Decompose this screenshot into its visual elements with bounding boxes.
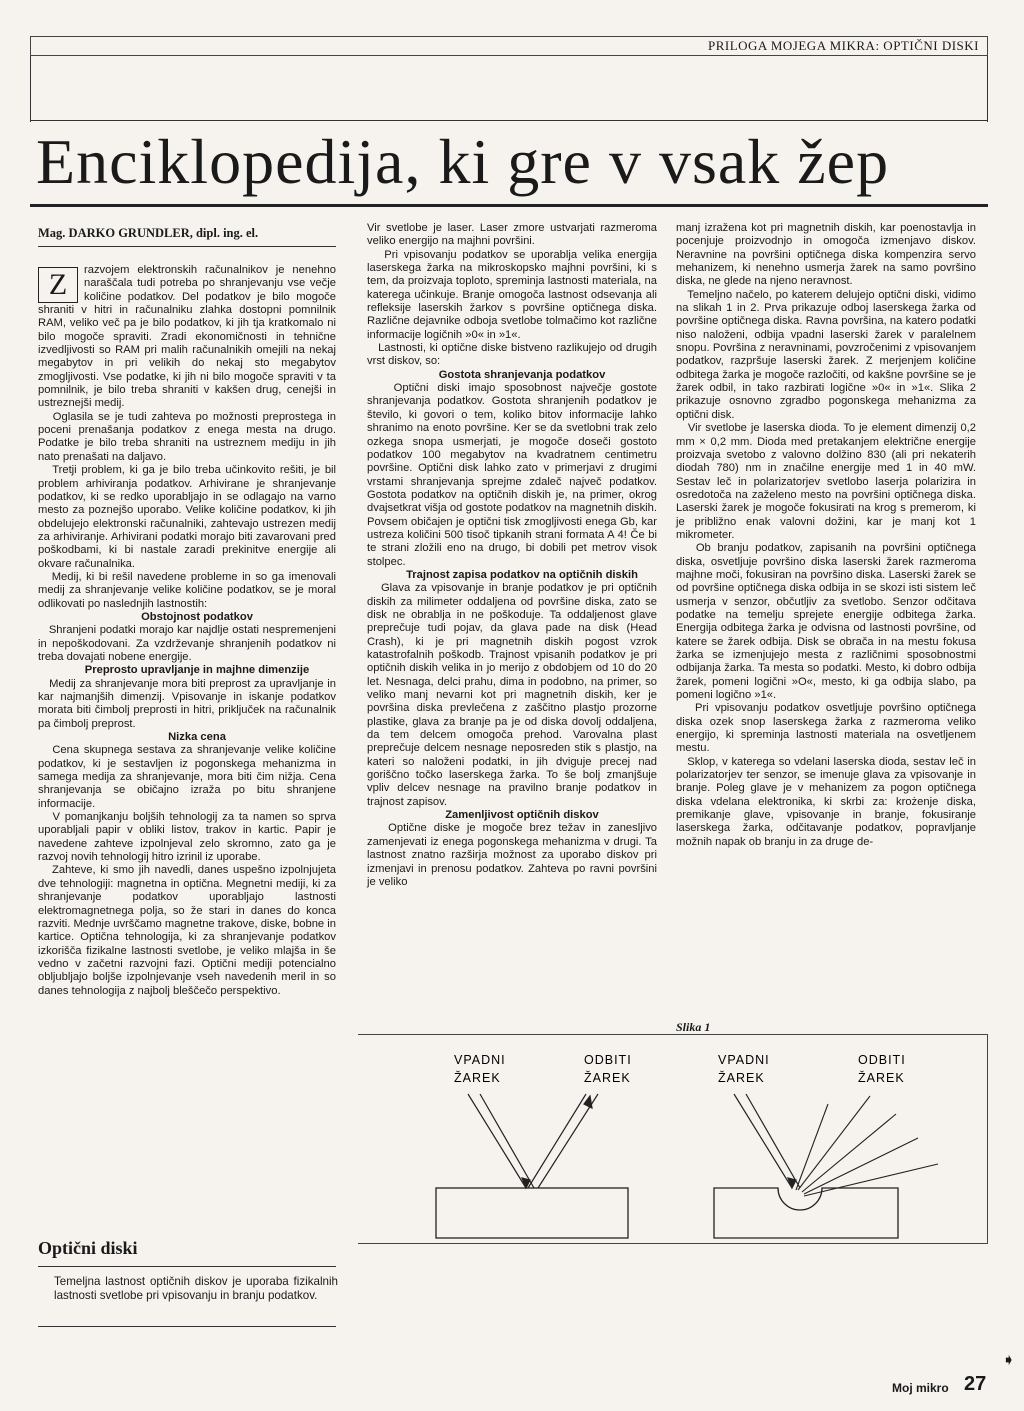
incident-beam-pit — [734, 1094, 800, 1188]
column-1-text-c: Medij za shranjevanje mora biti preprost za upravljanje in kar najmanjših dimenzij. Vpisovanje in iskanje podatkov morata biti čimbolj preprosti in hitri, priključek na računalnik pa čimbolj preprost. — [38, 677, 340, 730]
flat-disc-surface — [436, 1188, 628, 1238]
title-frame-right — [987, 56, 988, 122]
column-1 — [38, 264, 340, 998]
title-frame-left — [30, 56, 31, 122]
author-rule — [38, 246, 336, 247]
column-2-text: Vir svetlobe je laser. Laser zmore ustvarjati razmeroma veliko energijo na majhni površini. Pri vpisovanju podatkov se uporablja velika energija laserskega žarka na mikroskopsko majhni površini, ki s tem, da proizvaja toploto, spreminja lastnosti materiala, na katerega učinkuje. Branje omogoča lastnost odsevanja ali refleksije laserskih žarkov s površine optičnega diska. Različne dejavnike odboja svetlobe tolmačimo kot različne informacije logičnih »0« in »1«. Lastnosti, ki optične diske bistveno razlikujejo od drugih vrst diskov, so: — [367, 222, 658, 368]
figure-caption: Slika 1 — [676, 1020, 711, 1034]
title-rule-top — [30, 120, 988, 121]
label-reflected-2: ŽAREK — [584, 1071, 631, 1085]
label-reflected-2b: ŽAREK — [858, 1071, 905, 1085]
label-incident-1b: VPADNI — [718, 1053, 770, 1067]
subheading-simple-handling: Preprosto upravljanje in majhne dimenzije — [84, 664, 310, 677]
subheading-durability: Obstojnost podatkov — [141, 610, 253, 623]
reflected-beam-flat — [528, 1094, 598, 1188]
label-incident-2b: ŽAREK — [718, 1071, 765, 1085]
column-2-text-c: Glava za vpisovanje in branje podatkov je pri optičnih diskih za milimeter oddaljena od površine diska, zato se disk ne obrablja in ne poškoduje. Ta oddaljenost glave preprečuje tudi pojav, da glava pade na disk (Head Crash), ki je pri magnetnih diskih pogost vzrok katastrofalnih poškodb. Trajnost vpisanih podatkov je pri optičnih diskih velika in jo merijo z obdobjem od 10 do 20 let. Nesnaga, delci prahu, dima in podobno, na primer, so veliko manj nevarni kot pri magnetnih diskih, ker je površina diska prevlečena z zaščitno plastjo prozorne plastike, glava za branje pa je od diska dovolj oddaljena, da tem delcem omogoča prehod. Varovalna plast preprečuje delcem nesnage neposreden stik s plastjo, na kateri so naloženi podatki, in jih dviguje precej nad goriščno točko laserskega žarka. To še bolj zmanjšuje vpliv delcev nesnage na pravilno branje podatkov in trajnost zapisov. — [367, 582, 661, 808]
running-head-bar — [30, 36, 988, 56]
drop-cap: Z — [38, 267, 78, 303]
label-reflected-1: ODBITI — [584, 1053, 632, 1067]
column-1-text: razvojem elektronskih računalnikov je nenehno naraščala tudi potreba po shranjevanju vse večje količine podatkov. Del podatkov je bilo mogoče shraniti v hitri in računalniku zlahka dostopni pomnilnik RAM, veliko več pa je bilo podatkov, ki jih tja kratkomalo ni bilo mogoče spraviti. Zradi ekonomičnosti in tehnične izvedljivosti so RAM pri malih računalnikih omejili na nekaj megabytov in pri velikih do nekaj sto megabytov zmogljivosti. Vse podatke, ki jih ni bilo mogoče spraviti v ta pomnilnik, je bilo treba shraniti v kakšen drug, cenejši in ustreznejši medij. Oglasila se je tudi zahteva po možnosti preprostega in poceni prenašanja podatkov z enega mesta na drugo. Podatke je bilo treba shraniti na ustreznem mediju in jih nato prenašati na daljavo. Tretji problem, ki ga je bilo treba učinkovito rešiti, je bil problem arhiviranja podatkov. Arhivirane je shranjevanje podatkov, ki se redko uporabljajo in se odlagajo na varno mesto za poznejšo uporabo. Velike količine podatkov, ki jih obdelujejo elektronski računalniki, zahtevajo ustrezen medij za arhiviranje. Arhivirani podatki morajo biti zavarovani pred poškodbami, ki bi nastale zaradi prekinitve energije ali okvare računalnika. Medij, ki bi rešil navedene probleme in so ga imenovali medij za shranjevanje velike količine podatkov, se je moral odlikovati po naslednjih lastnostih: — [38, 264, 337, 610]
incident-beam-flat — [468, 1094, 534, 1188]
column-2-text-d: Optične diske je mogoče brez težav in zanesljivo zamenjevati iz enega pogonskega mehanizma v drugi. Ta lastnost znatno razširja možnost za uporabo diskov pri izmenjavi in prenosu podatkov. Zahteva po ravni površini je veliko — [367, 822, 661, 888]
label-incident-1: VPADNI — [454, 1053, 506, 1067]
continue-arrow-icon: ➧ — [1002, 1352, 1016, 1369]
article-title: Enciklopedija, ki gre v vsak žep — [36, 126, 890, 197]
subheading-interchangeability: Zamenljivost optičnih diskov — [445, 809, 599, 822]
subheading-density: Gostota shranjevanja podatkov — [438, 368, 606, 381]
sidebar-heading: Optični diski — [38, 1238, 138, 1258]
author-byline: Mag. DARKO GRUNDLER, dipl. ing. el. — [38, 226, 259, 240]
title-rule-bottom — [30, 204, 988, 207]
label-incident-2: ŽAREK — [454, 1071, 501, 1085]
column-3: manj izražena kot pri magnetnih diskih, kar poenostavlja in pocenjuje proizvodnjo in omogoča izmenjavo diskov. Neravnine na površini optičnega diska kompenzira servo mehanizem, ki nenehno usmerja žarek na samo površino diska, ne glede na njeno neravnost. Temeljno načelo, po katerem delujejo optični diski, vidimo na slikah 1 in 2. Prva prikazuje odboj laserskega žarka od površine optičnega diska. Ravna površina, na katero podatki niso naloženi, odbija vpadni laserski žarek v paralelnem snopu. Površina z neravninami, povzročenimi z vpisovanjem podatkov, razpršuje laserski žarek. Z merjenjem količine odbitega žarka je mogoče razločiti, od kakšne površine se je žarek odbil, in tako razbirati logične »0« in »1«. Slika 2 prikazuje osnovno zgradbo pogonskega mehanizma za optični disk. Vir svetlobe je laserska dioda. To je element dimenzij 0,2 mm × 0,2 mm. Dioda med pretakanjem električne energije proizvaja svetobo z valovno dolžino 830 (ali pri nekaterih diodah 780) nm in značilne energije med 1 in 40 mW. Sestav leč in polarizatorjev svetlobo laserja polarizira in osredotoča na zaželeno mesto na površini optičnega diska. Laserski žarek je mogoče fokusirati na krog s premerom, ki je približno enak valovni dožini, kar je manj kot 1 mikrometer. Ob branju podatkov, zapisanih na površini optičnega diska, osvetljuje površino diska laserski žarek razmeroma majhne moči, fokusiran na površino diska. Laserski žarek se od površine optičnega diska odbija in se skozi isti sistem leč usmerja v senzor, občutljiv za svetlobo. Senzor odčitava podatke na temelju sprejete energije odbitega žarka. Energija odbitega žarka je odvisna od lastnosti površine, od katere se žarek odbija. Disk se obrača in na mestu fokusa žarka se izmenjujejo mesta z različnimi sposobnostmi odbijanja žarka. Ta mesta so podatki. Mesto, ki dobro odbija žarek, pomeni logični »O«, mesto, ki ga odbija slabo, pa pomeni logično »1«. Pri vpisovanju podatkov osvetljuje površino optičnega diska ozek snop laserskega žarka z razmeroma veliko energijo, ki spreminja lastnosti materiala na osvetljenem mestu. Sklop, v katerega so vdelani laserska dioda, sestav leč in polarizatorjev ter senzor, se imenuje glava za vpisovanje in branje. Poleg glave je v mehanizem za pogon optičnega diska vdelana elektronika, ki skrbi za: krożenje diska, premikanje glave, vpisovanje in branje, fokusiranje laserskega žarka, odčitavanje podatkov, popravljanje možnih napak ob branju in za druge de- — [676, 222, 977, 848]
sidebar-rule-top — [38, 1266, 336, 1267]
page-number: 27 — [964, 1373, 987, 1395]
magazine-name: Moj mikro — [892, 1381, 949, 1395]
subheading-durability-optical: Trajnost zapisa podatkov na optičnih diskih — [406, 568, 638, 581]
running-head: PRILOGA MOJEGA MIKRA: OPTIČNI DISKI — [707, 38, 979, 53]
label-reflected-1b: ODBITI — [858, 1053, 906, 1067]
column-1-text-b: Shranjeni podatki morajo kar najdlje ostati nespremenjeni in nepoškodovani. Za vzdrževanje shranjenih podatkov ni treba dovajati nobene energije. — [38, 624, 340, 663]
column-2-text-b: Optični diski imajo sposobnost največje gostote shranjevanja podatkov. Gostota shranjenih podatkov je število, ki govori o tem, koliko bitov informacije lahko shranimo na enoto površine. Ker se da svetlobni trak zelo ozkega snopa usmerjati, je mogoče doseči gostoto podatkov 100 megabytov na kvadratnem centimetru površine. Optični disk lahko zato v primerjavi z drugimi vrstami shranjevanja sprejme zdaleč največ podatkov. Gostota podatkov na optičnih diskih je, na primer, okrog dvajsetkrat višja od gostote podatkov na magnetnih diskih. Povsem običajen je optični tisk zmogljivosti enega Gb, kar ustreza količini 500 tisoč tipkanih strani formata A 4! Če bi te strani zložili eno na drugo, bi dobili pet metrov visok stolpec. — [367, 382, 661, 568]
scattered-rays-pit — [796, 1096, 938, 1196]
column-2 — [367, 222, 661, 889]
figure-1-diagram — [358, 1034, 988, 1244]
column-1-text-d: Cena skupnega sestava za shranjevanje velike količine podatkov, ki je sestavljen iz pogonskega mehanizma in samega medija za shranjevanje, mora biti čim nižja. Cena shranjevanja se običajno izraža po bitu shranjene informacije. V pomanjkanju boljših tehnologij za ta namen so sprva uporabljali papir v obliki listov, trakov in kartic. Papir je navedene zahteve izpolnjeval zelo skromno, zato ga je razvoj novih tehnologij hitro izrinil iz uporabe. Zahteve, ki smo jih navedli, danes uspešno izpolnjujeta dve tehnologiji: magnetna in optična. Megnetni mediji, ki za shranjevanje podatkov uporabljajo lastnosti elektromagnetnega polja, so že stari in danes do konca razviti. Mednje uvrščamo magnetne trakove, diske, bobne in kartice. Optična tehnologija, ki za shranjevanje podatkov izkorišča fizikalne lastnosti svetlobe, je veliko mlajša in še vedno v začetni razvojni fazi. Optični mediji potencialno obljubljajo boljše izpolnjevanje vseh navedenih meril in so danes tehnologija z najbolj bleščečo perspektivo. — [38, 744, 337, 997]
subheading-low-price: Nizka cena — [168, 731, 226, 744]
sidebar-text: Temeljna lastnost optičnih diskov je uporaba fizikalnih lastnosti svetlobe pri vpisovanju in branju podatkov. — [54, 1275, 338, 1302]
sidebar-rule-bottom — [38, 1326, 336, 1327]
